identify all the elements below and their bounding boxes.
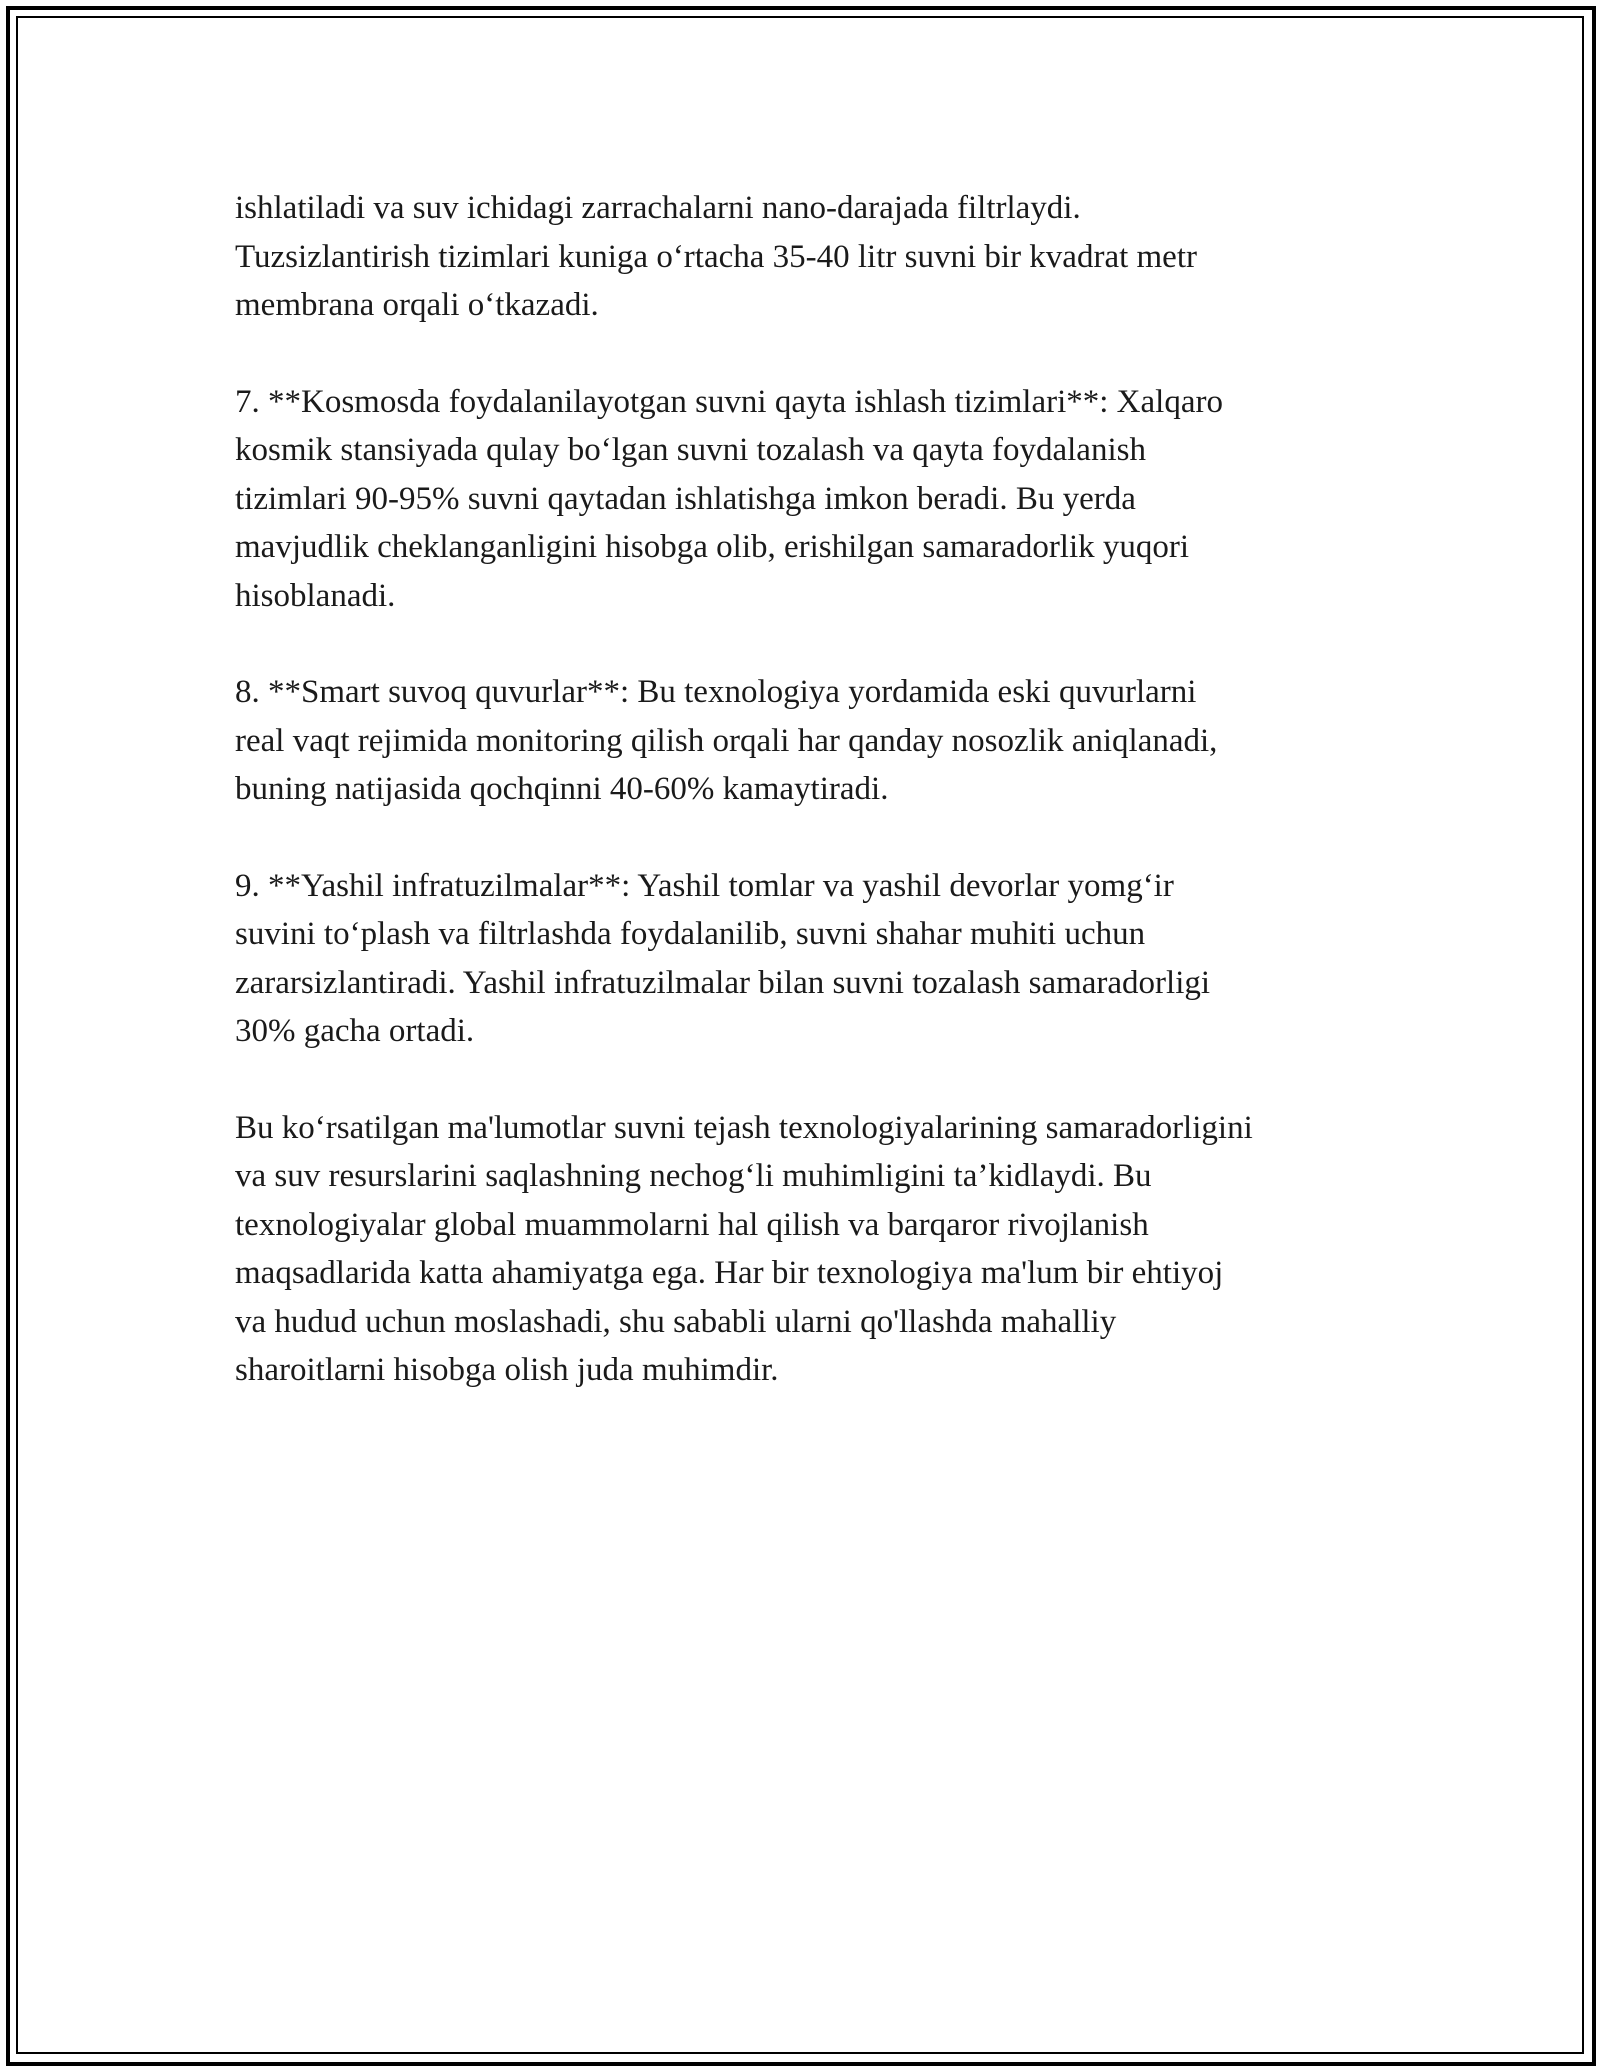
text-line: suvini to‘plash va filtrlashda foydalanilib, suvni shahar muhiti uchun xyxy=(235,916,1146,952)
paragraph-conclusion xyxy=(235,1104,1385,1395)
text-line: 8. **Smart suvoq quvurlar**: Bu texnologiya yordamida eski quvurlarni xyxy=(235,674,1197,710)
paragraph-item-7 xyxy=(235,378,1385,621)
text-line: real vaqt rejimida monitoring qilish orqali har qanday nosozlik aniqlanadi, xyxy=(235,722,1218,759)
text-line: texnologiyalar global muammolarni hal qilish va barqaror rivojlanish xyxy=(235,1206,1149,1243)
text-line: zararsizlantiradi. Yashil infratuzilmalar bilan suvni tozalash samaradorligi xyxy=(235,964,1211,1001)
document-body xyxy=(235,184,1385,1443)
text-line: ishlatiladi va suv ichidagi zarrachalarni nano-darajada filtrlaydi. xyxy=(235,190,1081,226)
text-line: buning natijasida qochqinni 40-60% kamaytiradi. xyxy=(235,771,889,807)
text-line: mavjudlik cheklanganligini hisobga olib, erishilgan samaradorlik yuqori xyxy=(235,529,1190,565)
text-line: va suv resurslarini saqlashning nechog‘li muhimligini ta’kidlaydi. Bu xyxy=(235,1158,1152,1194)
text-line: maqsadlarida katta ahamiyatga ega. Har bir texnologiya ma'lum bir ehtiyoj xyxy=(235,1255,1224,1291)
text-line: sharoitlarni hisobga olish juda muhimdir. xyxy=(235,1352,779,1388)
text-line: Tuzsizlantirish tizimlari kuniga o‘rtacha 35-40 litr suvni bir kvadrat metr xyxy=(235,238,1197,275)
text-line: 7. **Kosmosda foydalanilayotgan suvni qayta ishlash tizimlari**: Xalqaro xyxy=(235,383,1223,420)
text-line: Bu ko‘rsatilgan ma'lumotlar suvni tejash texnologiyalarining samaradorligini xyxy=(235,1109,1253,1146)
text-line: va hudud uchun moslashadi, shu sababli ularni qo'llashda mahalliy xyxy=(235,1303,1117,1340)
paragraph-item-8 xyxy=(235,668,1385,814)
text-line: membrana orqali o‘tkazadi. xyxy=(235,287,599,323)
text-line: 9. **Yashil infratuzilmalar**: Yashil tomlar va yashil devorlar yomg‘ir xyxy=(235,867,1174,904)
text-line: hisoblanadi. xyxy=(235,577,396,614)
text-line: tizimlari 90-95% suvni qaytadan ishlatishga imkon beradi. Bu yerda xyxy=(235,480,1136,517)
paragraph-item-9 xyxy=(235,862,1385,1056)
text-line: kosmik stansiyada qulay bo‘lgan suvni tozalash va qayta foydalanish xyxy=(235,432,1146,468)
paragraph-continuation xyxy=(235,184,1385,330)
text-line: 30% gacha ortadi. xyxy=(235,1013,475,1049)
